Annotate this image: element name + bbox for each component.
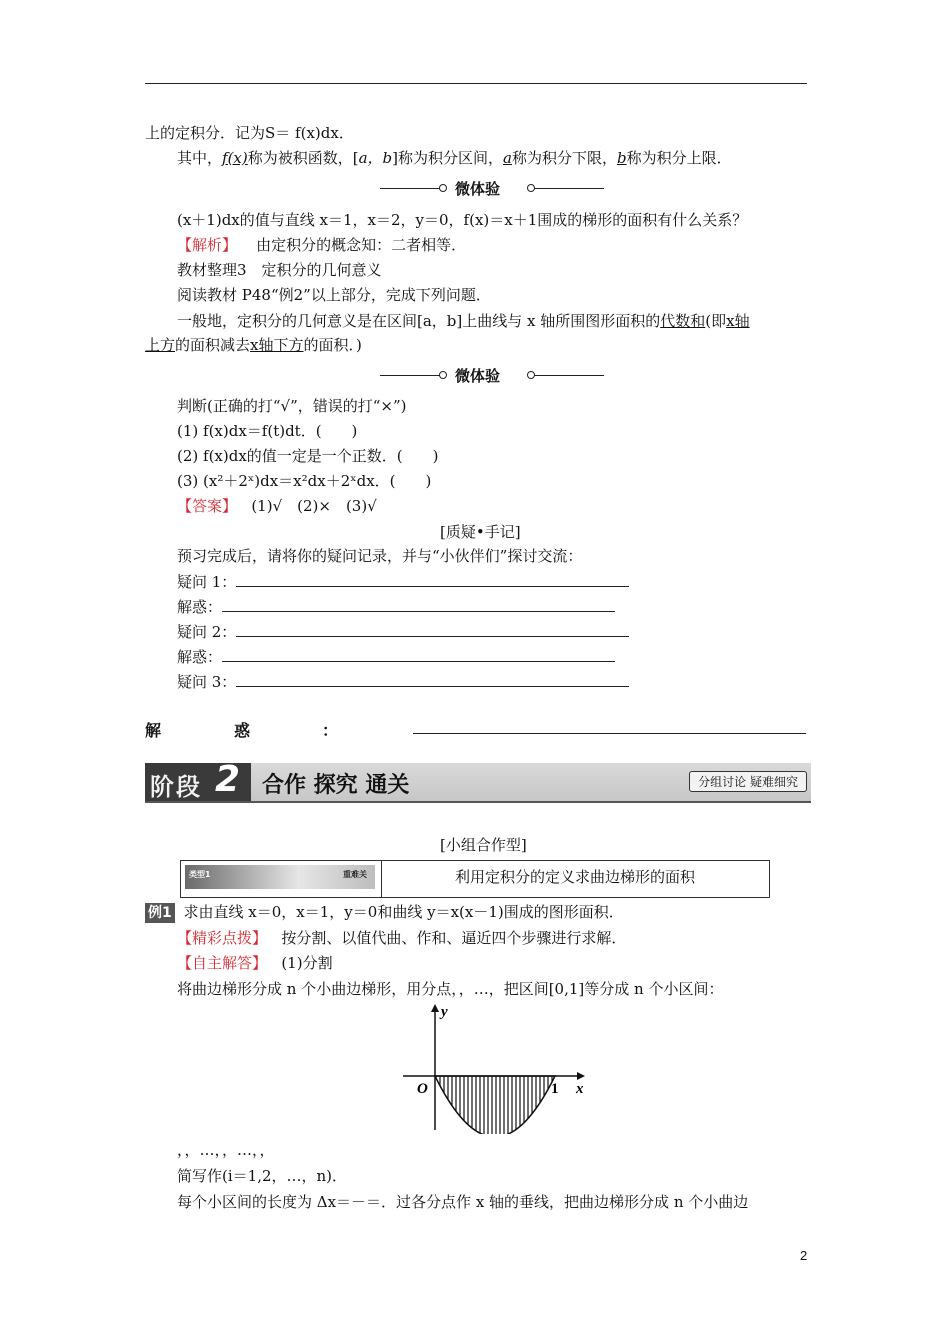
section-divider xyxy=(145,178,807,198)
origin-label: O xyxy=(417,1081,428,1097)
text-line: (1) f(x)dx＝f(t)dt．( ) xyxy=(177,422,358,440)
question-field-3[interactable] xyxy=(177,672,629,692)
blank-line[interactable] xyxy=(222,647,615,662)
x-axis-label: x xyxy=(576,1081,584,1097)
difficulty-label: 重难关 xyxy=(343,870,367,879)
text-fragment: 的面积．) xyxy=(303,336,362,354)
text-line: ，，…，，…，， xyxy=(177,1141,275,1159)
underlined-term: x轴下方 xyxy=(250,336,304,354)
y-axis-label: y xyxy=(441,1004,448,1020)
text-line xyxy=(177,235,466,255)
tick-label-one: 1 xyxy=(551,1081,559,1097)
stage-label: 阶段 xyxy=(150,773,202,801)
text-line: (3) (x²＋2ˣ)dx＝x²dx＋2ˣdx．( ) xyxy=(177,472,432,490)
underlined-term: b xyxy=(616,149,627,167)
text-line xyxy=(145,335,362,355)
text-fragment: (1)√ (2)× (3)√ xyxy=(251,497,377,515)
stage-tag: 分组讨论 疑难细究 xyxy=(689,771,807,792)
stage-title: 合作 探究 通关 xyxy=(262,772,410,798)
answer-label-colon: ： xyxy=(322,721,339,740)
text-line: (2) f(x)dx的值一定是一个正数．( ) xyxy=(177,447,439,465)
section-divider xyxy=(145,365,807,385)
text-line xyxy=(177,496,377,516)
question-field-1[interactable] xyxy=(177,572,629,592)
divider-title: 微体验 xyxy=(455,180,501,198)
text-line: 将曲边梯形分成 n 个小曲边梯形，用分点，，…，把区间[0,1]等分成 n 个小区间： xyxy=(177,980,724,998)
field-label: 解惑： xyxy=(177,648,223,666)
blank-line[interactable] xyxy=(236,672,629,687)
text-fragment: 按分割、以值代曲、作和、逼近四个步骤进行求解． xyxy=(281,929,627,947)
y-axis-arrow xyxy=(431,1004,439,1012)
text-line xyxy=(177,148,732,168)
text-fragment: 其中， xyxy=(177,149,223,167)
text-line: 每个小区间的长度为 Δx＝－＝．过各分点作 x 轴的垂线，把曲边梯形分成 n 个小曲边 xyxy=(177,1193,749,1211)
stage-box xyxy=(145,759,251,801)
field-label: 疑问 3： xyxy=(177,673,237,691)
field-label: 解惑： xyxy=(177,598,223,616)
self-answer-tag: 【自主解答】 xyxy=(177,954,268,972)
underlined-term: f(x) xyxy=(222,149,248,167)
text-fragment: a，b xyxy=(358,149,393,167)
example-line xyxy=(145,902,624,923)
text-fragment: 求由直线 x＝0，x＝1，y＝0和曲线 y＝x(x－1)围成的图形面积． xyxy=(183,903,624,921)
text-fragment: 称为积分上限． xyxy=(626,149,732,167)
type-table xyxy=(180,860,770,898)
answer-field-1[interactable] xyxy=(177,597,615,617)
parabola-graph xyxy=(395,1002,595,1134)
type-label: 类型1 xyxy=(189,870,211,879)
text-fragment: 一般地，定积分的几何意义是在区间[a，b]上曲线与 x 轴所围图形面积的 xyxy=(177,312,661,330)
text-fragment: (即 xyxy=(705,312,727,330)
text-line: 上的定积分．记为S＝ f(x)dx． xyxy=(145,124,354,142)
analysis-tag: 【解析】 xyxy=(177,236,238,254)
text-fragment: (1)分割 xyxy=(281,954,333,972)
answer-blank-line[interactable] xyxy=(413,733,806,734)
text-line: 简写作(i＝1,2，…，n)． xyxy=(177,1167,348,1185)
underlined-term: x轴 xyxy=(726,312,750,330)
text-line xyxy=(177,953,333,973)
answer-field-2[interactable] xyxy=(177,647,615,667)
stage-banner xyxy=(145,759,811,803)
blank-line[interactable] xyxy=(222,597,615,612)
x-axis-arrow xyxy=(577,1072,585,1080)
text-line xyxy=(177,928,626,948)
underlined-term: a xyxy=(503,149,512,167)
example-tag: 例1 xyxy=(145,903,175,923)
type-title: 利用定积分的定义求曲边梯形的面积 xyxy=(454,868,695,886)
header-rule xyxy=(145,83,807,84)
answer-label-huo: 惑 xyxy=(234,721,251,740)
blank-line[interactable] xyxy=(236,572,629,587)
text-fragment: 由定积分的概念知：二者相等． xyxy=(256,236,467,254)
divider-title: 微体验 xyxy=(455,367,501,385)
answer-tag: 【答案】 xyxy=(177,497,238,515)
underlined-term: 上方 xyxy=(145,336,176,354)
notes-title: [质疑•手记] xyxy=(440,523,521,541)
text-line: 阅读教材 P48“例2”以上部分，完成下列问题． xyxy=(177,286,491,304)
page-number: 2 xyxy=(800,1248,808,1263)
text-fragment: 称为被积函数，[ xyxy=(247,149,359,167)
blank-line[interactable] xyxy=(236,622,629,637)
text-line: 判断(正确的打“√”，错误的打“×”) xyxy=(177,397,407,415)
text-fragment: 的面积减去 xyxy=(175,336,251,354)
text-line: 预习完成后，请将你的疑问记录，并与“小伙伴们”探讨交流： xyxy=(177,547,583,565)
text-line xyxy=(177,311,750,331)
type-cell xyxy=(181,861,382,897)
text-line: (x＋1)dx的值与直线 x＝1，x＝2，y＝0，f(x)＝x＋1围成的梯形的面积有什么关系？ xyxy=(177,211,748,229)
question-field-2[interactable] xyxy=(177,622,629,642)
answer-label-jie: 解 xyxy=(145,721,162,740)
group-title: [小组合作型] xyxy=(440,836,527,854)
field-label: 疑问 2： xyxy=(177,623,237,641)
text-fragment: ]称为积分区间， xyxy=(392,149,503,167)
shaded-region xyxy=(435,1076,555,1134)
underlined-term: 代数和 xyxy=(660,312,706,330)
hint-tag: 【精彩点拨】 xyxy=(177,929,268,947)
text-fragment: 称为积分下限， xyxy=(511,149,617,167)
text-line: 教材整理3 定积分的几何意义 xyxy=(177,261,382,279)
stage-number: 2 xyxy=(215,759,241,800)
field-label: 疑问 1： xyxy=(177,573,237,591)
